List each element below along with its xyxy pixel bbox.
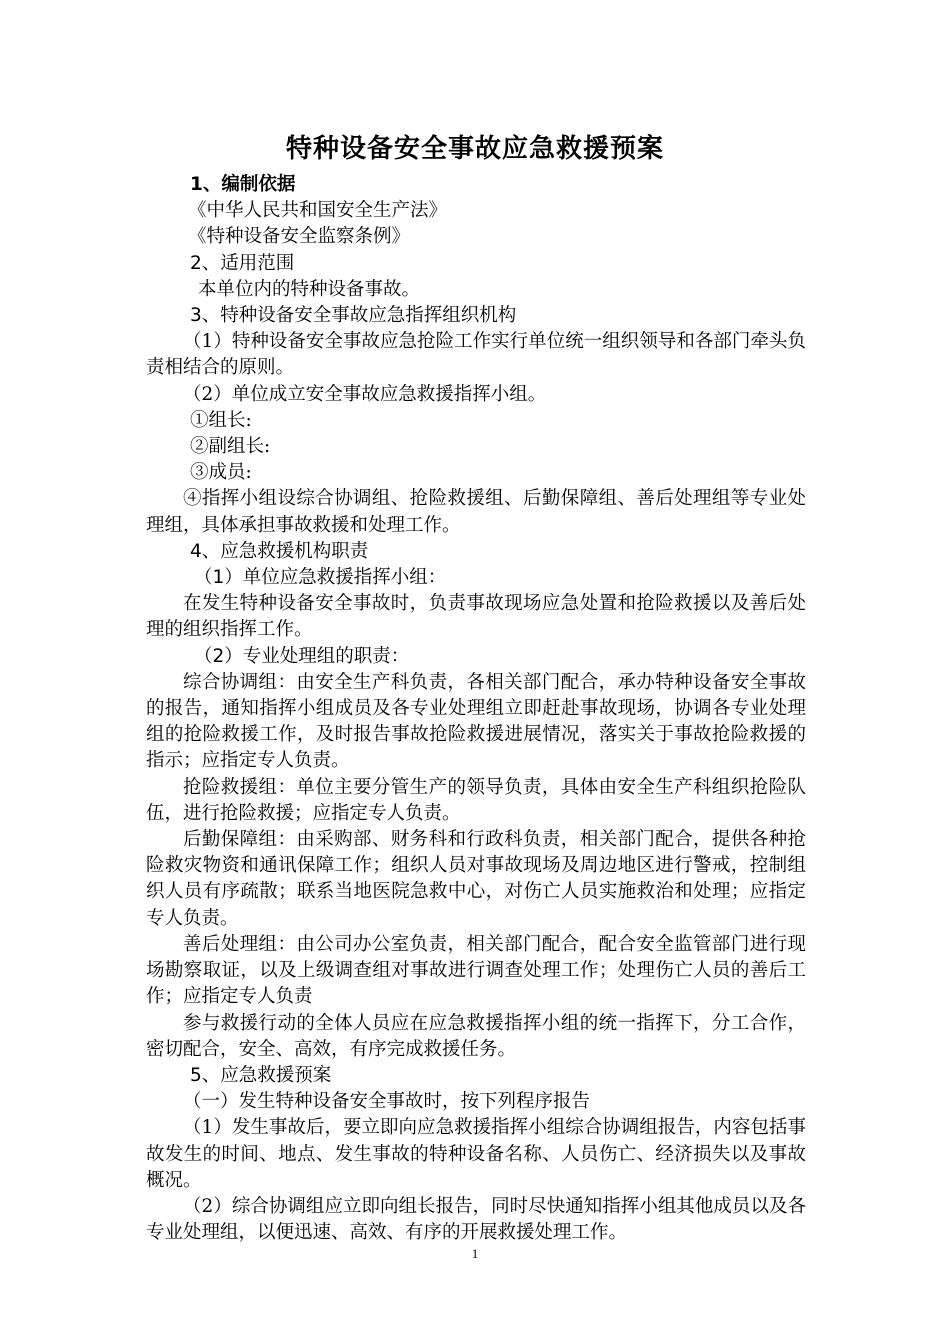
coordination-group-duties: 综合协调组：由安全生产科负责，各相关部门配合，承办特种设备安全事故的报告，通知指挥小组成员及各专业处理组立即赶赴事故现场，协调各专业处理组的抢险救援工作，及时报告事故抢险救援进展情况，落实关于事故抢险救援的指示；应指定专人负责。 bbox=[146, 671, 806, 772]
command-group-subheading: （1）单位应急救援指挥小组： bbox=[194, 567, 447, 589]
team-composition-item: ④指挥小组设综合协调组、抢险救援组、后勤保障组、善后处理组等专业处理组，具体承担事故救援和处理工作。 bbox=[146, 488, 806, 536]
deputy-leader-item: ②副组长: bbox=[190, 436, 271, 458]
section-3-heading: 3、特种设备安全事故应急指挥组织机构 bbox=[190, 305, 517, 327]
section-2-heading: 2、适用范围 bbox=[190, 252, 295, 274]
logistics-group-duties: 后勤保障组：由采购部、财务科和行政科负责，相关部门配合，提供各种抢险救灾物资和通讯保障工作；组织人员对事故现场及周边地区进行警戒，控制组织人员有序疏散；联系当地医院急救中心，对伤亡人员实施救治和处理；应指定专人负责。 bbox=[146, 829, 806, 929]
section-5-heading: 5、应急救援预案 bbox=[190, 1064, 332, 1086]
professional-groups-subheading: （2）专业处理组的职责： bbox=[194, 645, 410, 667]
reporting-step-2: （2）综合协调组应立即向组长报告，同时尽快通知指挥小组其他成员以及各专业处理组，以便迅速、高效、有序的开展救援处理工作。 bbox=[146, 1195, 806, 1244]
reporting-procedure-intro: （一）发生特种设备安全事故时，按下列程序报告 bbox=[183, 1091, 591, 1113]
section-3-paragraph-1: （1）特种设备安全事故应急抢险工作实行单位统一组织领导和各部门牵头负责相结合的原则。 bbox=[146, 331, 806, 379]
aftermath-group-duties: 善后处理组：由公司办公室负责，相关部门配合，配合安全监管部门进行现场勘察取证，以及上级调查组对事故进行调查处理工作；处理伤亡人员的善后工作；应指定专人负责 bbox=[146, 933, 806, 1008]
all-personnel-duties: 参与救援行动的全体人员应在应急救援指挥小组的统一指挥下，分工合作，密切配合，安全、高效，有序完成救援任务。 bbox=[146, 1012, 806, 1060]
section-1-heading: 1、编制依据 bbox=[190, 174, 296, 195]
rescue-group-duties: 抢险救援组：单位主要分管生产的领导负责，具体由安全生产科组织抢险队伍，进行抢险救援；应指定专人负责。 bbox=[146, 776, 806, 824]
section-4-heading: 4、应急救援机构职责 bbox=[190, 540, 369, 562]
section-3-paragraph-2: （2）单位成立安全事故应急救援指挥小组。 bbox=[183, 383, 547, 405]
members-item: ③成员: bbox=[190, 462, 252, 484]
reporting-step-1: （1）发生事故后，要立即向应急救援指挥小组综合协调组报告，内容包括事故发生的时间、地点、发生事故的特种设备名称、人员伤亡、经济损失以及事故概况。 bbox=[146, 1117, 806, 1191]
page-number: 1 bbox=[471, 1246, 479, 1261]
document-body bbox=[146, 172, 806, 1246]
law-reference-2: 《特种设备安全监察条例》 bbox=[188, 226, 411, 248]
law-reference-1: 《中华人民共和国安全生产法》 bbox=[188, 200, 448, 222]
document-title: 特种设备安全事故应急救援预案 bbox=[285, 134, 664, 164]
group-leader-item: ①组长: bbox=[190, 409, 252, 431]
command-group-duties: 在发生特种设备安全事故时，负责事故现场应急处置和抢险救援以及善后处理的组织指挥工作。 bbox=[146, 593, 806, 641]
scope-text: 本单位内的特种设备事故。 bbox=[198, 278, 421, 300]
